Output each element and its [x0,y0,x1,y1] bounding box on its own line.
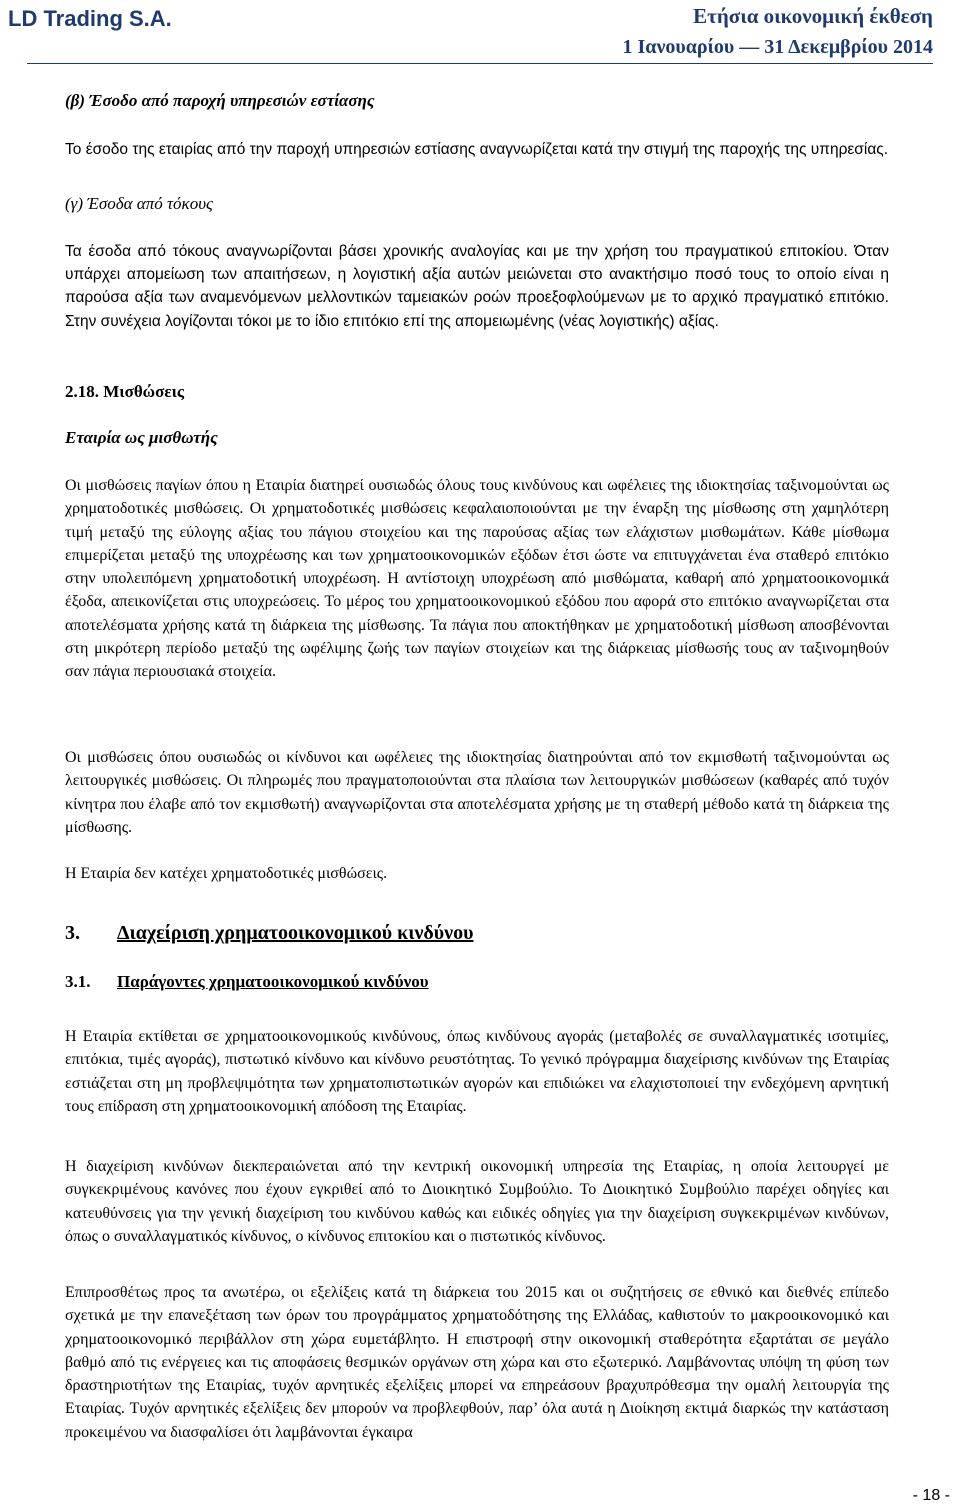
report-title: Ετήσια οικονομική έκθεση [693,4,933,28]
page-header [0,0,960,64]
section-218-heading [65,382,184,402]
section-218-title: Μισθώσεις [103,382,185,401]
risk-paragraph-3: Επιπροσθέτως προς τα ανωτέρω, οι εξελίξεις κατά τη διάρκεια του 2015 και οι συζητήσεις σε εθνικό και διεθνές επίπεδο σχετικά με την επανεξέταση των όρων του προγράμματος χρηματοδότησης της Ελλάδας, καθιστούν το μακροοικονομικό και χρηματοοικονομικό περιβάλλον στη χώρα ευμετάβλητο. Η επιστροφή στην οικονομική σταθερότητα εξαρτάται σε μεγάλο βαθμό από τις ενέργειες και τις αποφάσεις θεσμικών οργάνων στη χώρα και στο εξωτερικό. Λαμβάνοντας υπόψη τη φύση των δραστηριοτήτων της Εταιρίας, τυχόν αρνητικές εξελίξεις μπορεί να επηρεάσουν βραχυπρόθεσμα την ομαλή λειτουργία της Εταιρίας. Τυχόν αρνητικές εξελίξεις δεν μπορούν να προβλεφθούν, παρ’ όλα αυτά η Διοίκηση εκτιμά διαρκώς την κατάσταση προκειμένου να διασφαλίσει ότι λαμβάνονται έγκαιρα [65,1284,889,1441]
section-b-text: Το έσοδο της εταιρίας από την παροχή υπηρεσιών εστίασης αναγνωρίζεται κατά την στιγμή της παροχής της υπηρεσίας. [65,141,889,158]
leases-paragraph-2: Οι μισθώσεις όπου ουσιωδώς οι κίνδυνοι και ωφέλειες της ιδιοκτησίας διατηρούνται από τον εκμισθωτή ταξινομούνται ως λειτουργικές μισθώσεις. Οι πληρωμές που πραγματοποιούνται στα πλαίσια των λειτουργικών μισθώσεων (καθαρές από τυχόν κίνητρα που έλαβε από τον εκμισθωτή) αναγνωρίζονται στα αποτελέσματα χρήσης με τη σταθερή μέθοδο κατά τη διάρκεια της μίσθωσης. [65,749,889,836]
section-3-title: Διαχείριση χρηματοοικονομικού κινδύνου [117,922,474,944]
section-218-number: 2.18. [65,382,99,401]
leases-paragraph-3: Η Εταιρία δεν κατέχει χρηματοδοτικές μισθώσεις. [65,865,388,882]
risk-paragraph-2: Η διαχείριση κινδύνων διεκπεραιώνεται από την κεντρική οικονομική υπηρεσία της Εταιρίας, η οποία λειτουργεί με συγκεκριμένους κανόνες που έχουν εγκριθεί από το Διοικητικό Συμβούλιο. Το Διοικητικό Συμβούλιο παρέχει οδηγίες και κατευθύνσεις για την γενική διαχείριση του κινδύνου καθώς και ειδικές οδηγίες για την διαχείριση συγκεκριμένων κινδύνων, όπως ο συναλλαγματικός κίνδυνος, ο κίνδυνος επιτοκίου και ο πιστωτικός κίνδυνος. [65,1158,889,1245]
section-c-title: (γ) Έσοδα από τόκους [65,194,213,213]
section-3-number: 3. [65,922,80,944]
risk-paragraph-1: Η Εταιρία εκτίθεται σε χρηματοοικονομικούς κινδύνους, όπως κινδύνους αγοράς (μεταβολές σε συναλλαγματικές ισοτιμίες, επιτόκια, τιμές αγοράς), πιστωτικό κίνδυνο και κίνδυνο ρευστότητας. Το γενικό πρόγραμμα διαχείρισης κινδύνων της Εταιρίας εστιάζεται στη μη προβλεψιμότητα των χρηματοπιστωτικών αγορών και επιδιώκει να ελαχιστοποιεί την ενδεχόμενη αρνητική τους επίδραση στη χρηματοοικονομική απόδοση της Εταιρίας. [65,1028,889,1115]
section-3-heading [65,922,473,945]
section-31-title: Παράγοντες χρηματοοικονομικού κινδύνου [117,972,429,991]
section-c-text: Τα έσοδα από τόκους αναγνωρίζονται βάσει χρονικής αναλογίας και με την χρήση του πραγματικού επιτοκίου. Όταν υπάρχει απομείωση των απαιτήσεων, η λογιστική αξία αυτών μειώνεται στο ανακτήσιμο ποσό τους το οποίο είναι η παρούσα αξία των αναμενόμενων μελλοντικών ταμειακών ροών προεξοφλούμενων με το αρχικό πραγματικό επιτόκιο. Στην συνέχεια λογίζονται τόκοι με το ίδιο επιτόκιο επί της απομειωμένης (νέας λογιστικής) αξίας. [65,243,889,330]
section-31-number: 3.1. [65,972,91,991]
header-divider [27,63,933,64]
section-218-subtitle: Εταιρία ως μισθωτής [65,428,218,447]
section-b-title: (β) Έσοδο από παροχή υπηρεσιών εστίασης [65,91,375,110]
report-period: 1 Ιανουαρίου — 31 Δεκεμβρίου 2014 [622,36,933,58]
page-number: - 18 - [912,1487,950,1504]
leases-paragraph-1: Οι μισθώσεις παγίων όπου η Εταιρία διατηρεί ουσιωδώς όλους τους κινδύνους και ωφέλειες της ιδιοκτησίας ταξινομούνται ως χρηματοδοτικές μισθώσεις. Οι χρηματοδοτικές μισθώσεις κεφαλαιοποιούνται με την έναρξη της μίσθωσης στη χαμηλότερη τιμή μεταξύ της εύλογης αξίας του πάγιου στοιχείου και της παρούσας αξίας των ελάχιστων μισθωμάτων. Κάθε μίσθωμα επιμερίζεται μεταξύ της υποχρέωσης και των χρηματοοικονομικών εξόδων έτσι ώστε να επιτυγχάνεται ένα σταθερό επιτόκιο στην υπολειπόμενη χρηματοδοτική υποχρέωση. Η αντίστοιχη υποχρέωση από μισθώματα, καθαρή από χρηματοοικονομικά έξοδα, απεικονίζεται στις υποχρεώσεις. Το μέρος του χρηματοοικονομικού εξόδου που αφορά στο επιτόκιο αναγνωρίζεται στα αποτελέσματα χρήσης κατά τη διάρκεια της μίσθωσης. Τα πάγια που αποκτήθηκαν με χρηματοδοτική μίσθωση αποσβένονται στη μικρότερη περίοδο μεταξύ της ωφέλιμης ζωής των παγίων στοιχείων και της διάρκειας μίσθωσής τους αν ταξινομηθούν σαν πάγια περιουσιακά στοιχεία. [65,477,889,681]
report-info [623,4,934,59]
company-name: LD Trading S.A. [8,6,172,31]
section-31-heading [65,972,429,992]
